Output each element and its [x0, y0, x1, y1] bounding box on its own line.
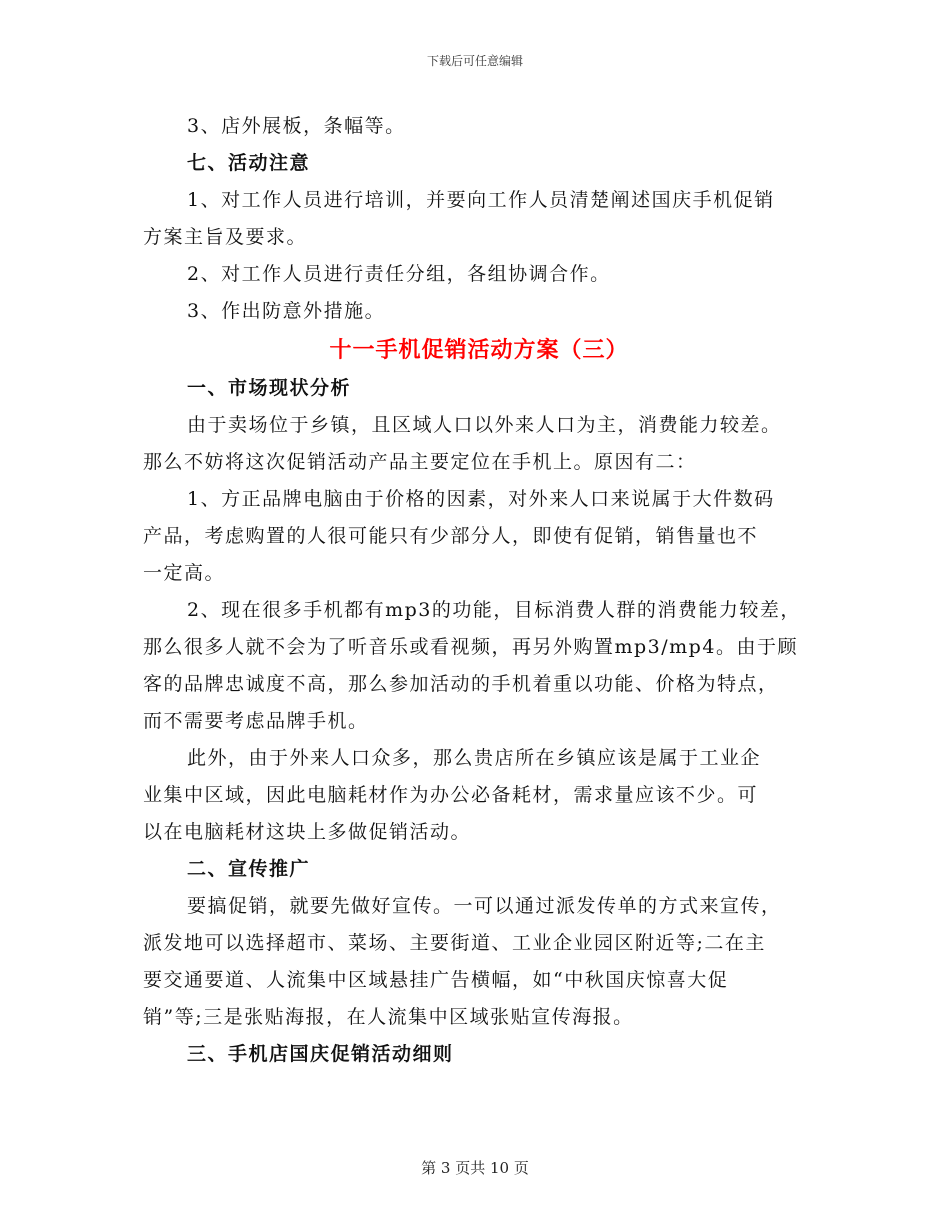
paragraph-line: 由于卖场位于乡镇，且区域人口以外来人口为主，消费能力较差。 — [187, 414, 782, 436]
list-item: 3、店外展板，条幅等。 — [187, 115, 406, 137]
paragraph-line: 1、方正品牌电脑由于价格的因素，对外来人口来说属于大件数码 — [187, 488, 775, 510]
paragraph-line: 派发地可以选择超市、菜场、主要街道、工业企业园区附近等;二在主 — [143, 932, 766, 954]
paragraph-line: 要搞促销，就要先做好宣传。一可以通过派发传单的方式来宣传， — [187, 895, 782, 917]
list-item: 3、作出防意外措施。 — [187, 300, 386, 322]
page-number: 第 3 页共 10 页 — [421, 1159, 529, 1177]
paragraph-line: 产品，考虑购置的人很可能只有少部分人，即使有促销，销售量也不 — [143, 525, 759, 547]
paragraph-line: 而不需要考虑品牌手机。 — [143, 710, 369, 732]
document-body — [143, 108, 815, 1073]
section-heading: 二、宣传推广 — [187, 858, 311, 880]
paragraph-line: 以在电脑耗材这块上多做促销活动。 — [143, 821, 472, 843]
section-heading: 一、市场现状分析 — [187, 377, 352, 399]
paragraph-line: 客的品牌忠诚度不高，那么参加活动的手机着重以功能、价格为特点， — [143, 673, 779, 695]
paragraph-line: 1、对工作人员进行培训，并要向工作人员清楚阐述国庆手机促销 — [187, 189, 775, 211]
section-heading: 三、手机店国庆促销活动细则 — [187, 1043, 454, 1065]
section-heading: 七、活动注意 — [187, 152, 311, 174]
paragraph-line: 销”等;三是张贴海报，在人流集中区域张贴宣传海报。 — [143, 1006, 634, 1028]
paragraph-line: 2、现在很多手机都有mp3的功能，目标消费人群的消费能力较差， — [187, 599, 801, 621]
paragraph-line: 那么很多人就不会为了听音乐或看视频，再另外购置mp3/mp4。由于顾 — [143, 636, 798, 658]
paragraph-line: 一定高。 — [143, 562, 226, 584]
paragraph-line: 方案主旨及要求。 — [143, 226, 308, 248]
paragraph-line: 此外，由于外来人口众多，那么贵店所在乡镇应该是属于工业企 — [187, 747, 762, 769]
paragraph-line: 要交通要道、人流集中区域悬挂广告横幅，如“中秋国庆惊喜大促 — [143, 969, 729, 991]
list-item: 2、对工作人员进行责任分组，各组协调合作。 — [187, 263, 611, 285]
document-title: 十一手机促销活动方案（三） — [329, 337, 629, 363]
paragraph-line: 业集中区域，因此电脑耗材作为办公必备耗材，需求量应该不少。可 — [143, 784, 759, 806]
paragraph-line: 那么不妨将这次促销活动产品主要定位在手机上。原因有二： — [143, 451, 697, 473]
page-header: 下载后可任意编辑 — [426, 54, 523, 68]
